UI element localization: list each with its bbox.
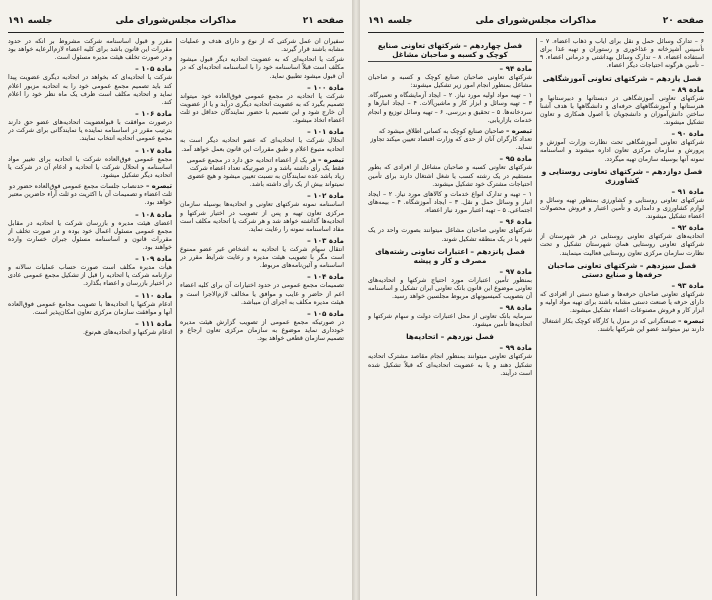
article-text: ادغام شرکتها و اتحادیه‌های هم‌نوع. xyxy=(82,328,172,336)
article-number: مادة ۱۰۸ – xyxy=(135,209,172,219)
article-number: مادة ۹۴ – xyxy=(499,64,532,73)
article-number: مادة ۹۳ – xyxy=(671,280,704,290)
columns xyxy=(368,38,704,596)
article-text: بمنظور تأمین اعتبارات مورد احتیاج شرکتها و اتحادیه‌های تعاونی موضوع این قانون بانک تعاونی ایران تشکیل و اساسنامه آن بتصویب کمیسیونهای مربوط مجلسین خواهد رسید. xyxy=(368,276,532,300)
article-text: در صورتیکه مجمع عمومی از تصویب گزارش هیئت مدیره خودداری نماید موضوع به سازمان مرکزی تعاون ارجاع و تصمیم سازمان قطعی خواهد بود. xyxy=(180,318,344,343)
article-text: شرکتهای تعاونی میتوانند بمنظور انجام مقاصد مشترک اتحادیه تشکیل دهند و یا به عضویت اتحادیه‌ای که قبلاً تشکیل شده است درآیند. xyxy=(368,353,532,377)
article-text: اعضای هیئت مدیره و بازرسان شرکت یا اتحادیه در مقابل مجمع عمومی مسئول اعمال خود بوده و در صورت تخلف از مقررات قانون و اساسنامه مسئول جبران خسارت وارده خواهند بود. xyxy=(8,219,172,251)
article-number: مادة ۹۷ – xyxy=(499,266,532,276)
article-text: شرکتهای تعاونی صاحبان صنایع کوچک و کسبه و صاحبان مشاغل بمنظور انجام امور زیر تشکیل میشوند: xyxy=(368,74,532,90)
article-number: مادة ۱۱۰ – xyxy=(135,290,172,300)
page-number: صفحه ۲۱ xyxy=(302,16,344,26)
chapter-heading: فصل دوازدهم – شرکتهای تعاونی روستایی و کشاورزی xyxy=(541,166,703,185)
article-text: شرکتهای تعاونی آموزشگاهی در دبستانها و دبیرستانها و هنرستانها و آموزشگاههای حرفه‌ای و دانشگاهها با هدف آشنا ساختن دانش‌آموزان و دانشجویان با اصول همکاری و تعاون تشکیل میشوند. xyxy=(540,94,704,127)
body-paragraph: شرکت یا اتحادیه‌ای که به عضویت اتحادیه دیگر قبول میشود مکلف است قبلاً اساسنامه خود را با اساسنامه اتحادیه‌ای که در آن قبول میشود تطبیق نماید. xyxy=(180,56,344,80)
column-right xyxy=(540,38,704,596)
article-text: شرکتهای تعاونی صاحبان حرفه‌ها و صنایع دستی از افرادی که دارای حرفه یا صنعت دستی مشابه باشند برای تهیه مواد اولیه و ابزار کار و فروش مصنوعات اعضاء تشکیل میشوند. xyxy=(540,290,704,314)
article-text: اتحادیه‌های شرکتهای تعاونی روستایی در هر شهرستان از شرکتهای تعاونی روستایی همان شهرستان تشکیل و تحت نظارت سازمان مرکزی تعاون روستایی فعالیت مینمایند. xyxy=(540,233,704,257)
columns xyxy=(8,38,344,596)
note-paragraph xyxy=(8,182,172,207)
article-text: شرکت یا اتحادیه در مجمع عمومی فوق‌العاده خود میتواند تصمیم بگیرد که به عضویت اتحادیه دیگری درآید و یا از عضویت آن خارج شود و این تصمیم با حضور نمایندگان حداقل دو ثلث اعضاء اتخاذ میشود. xyxy=(180,92,344,125)
running-title: مذاکرات مجلس‌شورای ملی xyxy=(475,16,597,26)
body-paragraph: ۱ – تهیه و تدارک انواع خدمات و کالاهای مورد نیاز. ۲ – ایجاد انبار و وسائل حمل و نقل. ۳ – ایجاد آموزشگاه. ۴ – بیمه‌های اجتماعی. ۵ – تهیه اعتبار مورد نیاز اعضاء. xyxy=(368,190,532,215)
body-paragraph: ۱ – تهیه مواد اولیه مورد نیاز. ۲ – ایجاد آزمایشگاه و تعمیرگاه. ۳ – تهیه وسائل و ابزار کار و ماشین‌آلات. ۴ – ایجاد انبارها و سردخانه‌ها. ۵ – تحقیق و بررسی. ۶ – تهیه وسائل توزیع و انجام خدمات بازاریابی. xyxy=(368,92,532,124)
running-title: مذاکرات مجلس‌شورای ملی xyxy=(115,16,237,26)
column-divider xyxy=(176,38,177,596)
article-text: انتقال سهام شرکت یا اتحادیه به اشخاص غیر عضو ممنوع است مگر با تصویب هیئت مدیره و رعایت شرایط مقرر در اساسنامه و آئین‌نامه‌های مربوط. xyxy=(180,245,344,270)
article-number: مادة ۹۸ – xyxy=(499,303,532,313)
note-text: هر یک از اعضاء اتحادیه حق دارد در مجمع عمومی فقط یک رأی داشته باشد و در صورتیکه تعداد اعضاء شرکت زیاد باشد عده نمایندگان به نسبت تعیین میشود و هیچ عضوی نمیتواند بیش از یک رأی داشته باشد. xyxy=(186,156,344,189)
article-number: مادة ۹۶ – xyxy=(499,217,532,227)
chapter-heading: فصل نوزدهم – اتحادیه‌ها xyxy=(406,332,494,342)
article-number: مادة ۹۹ – xyxy=(499,343,532,353)
note-paragraph xyxy=(540,317,704,334)
article-text: مجمع عمومی فوق‌العاده شرکت یا اتحادیه برای تغییر مواد اساسنامه و انحلال شرکت یا اتحادیه و ادغام آن در شرکت یا اتحادیه دیگر تشکیل میشود. xyxy=(8,155,172,179)
article-text: هیأت مدیره مکلف است صورت حساب عملیات سالانه و ترازنامه شرکت یا اتحادیه را قبل از تشکیل مجمع عمومی عادی در اختیار بازرسان و اعضاء بگذارد. xyxy=(8,264,172,288)
article-number: مادة ۹۲ – xyxy=(671,223,704,233)
article-text: شرکتهای تعاونی روستایی و کشاورزی بمنظور تهیه وسائل و لوازم کشاورزی و دامداری و تأمین اعتبار و فروش محصولات اعضاء تشکیل میشوند. xyxy=(540,196,704,221)
article-number: مادة ۱۰۱ – xyxy=(307,127,344,137)
article-number: مادة ۱۰۹ – xyxy=(135,254,172,264)
note-label: تبصره – xyxy=(317,155,344,164)
article-text: ادغام شرکتها یا اتحادیه‌ها با تصویب مجامع عمومی فوق‌العاده آنها و موافقت سازمان مرکزی تعاون امکان‌پذیر است. xyxy=(8,300,172,316)
page-header xyxy=(8,14,344,33)
article-text: شرکت یا اتحادیه‌ای که بخواهد در اتحادیه دیگری عضویت پیدا کند باید تصمیم مجمع عمومی خود را به اتحادیه مزبور اعلام نماید و اتحادیه مکلف است ظرف یک ماه نظر خود را اعلام کند. xyxy=(8,74,172,106)
column-divider xyxy=(536,38,537,596)
article-number: مادة ۱۰۴ – xyxy=(307,272,344,282)
article-text: سرمایه بانک تعاونی از محل اعتبارات دولت و سهام شرکتها و اتحادیه‌ها تأمین میشود. xyxy=(368,313,532,329)
body-paragraph: ۶ – تدارک وسائل حمل و نقل برای ایاب و ذهاب اعضاء. ۷ – تأسیس آشپزخانه و غذاخوری و رستوران و تهیه غذا برای استفاده اعضاء. ۸ – تدارک وسائل بهداشتی و درمانی اعضاء. ۹ – تأمین هرگونه احتیاجات دیگر اعضاء. xyxy=(540,38,704,70)
page-header xyxy=(368,14,704,33)
article-text: شرکتهای تعاونی کسبه و صاحبان مشاغل از افرادی که بطور مستقیم در یک رشته کسب یا شغل اشتغال دارند برای تأمین احتیاجات مشترک خود تشکیل میشوند. xyxy=(368,164,532,188)
article-text: تصمیمات مجمع عمومی در حدود اختیارات آن برای کلیه اعضاء اعم از حاضر و غایب و موافق یا مخالف لازم‌الاجرا است و هیئت مدیره مکلف به اجرای آن میباشد. xyxy=(180,282,344,306)
body-paragraph: مقرر و قبول اساسنامه شرکت مشروط بر آنکه در حدود مقررات این قانون باشد برای کلیه اعضاء لازم‌الرعایه خواهد بود و در صورت تخلف هیئت مدیره مسئول است. xyxy=(8,38,172,62)
note-text: حدنصاب جلسات مجمع عمومی فوق‌العاده حضور دو ثلث اعضاء و تصمیمات آن با اکثریت دو ثلث آراء حاضرین معتبر خواهد بود. xyxy=(8,183,172,207)
note-text: صاحبان صنایع کوچک به کسانی اطلاق میشود که تعداد کارگران آنان از حدی که وزارت اقتصاد تعیین میکند تجاوز ننماید. xyxy=(370,127,532,152)
article-number: مادة ۱۰۶ – xyxy=(135,109,172,119)
page-20 xyxy=(360,0,712,600)
column-left xyxy=(368,38,532,596)
column-right xyxy=(180,38,344,596)
chapter-heading: فصل سیزدهم – شرکتهای تعاونی صاحبان حرفه‌ها و صنایع دستی xyxy=(547,260,697,279)
note-label: تبصره – xyxy=(145,182,172,191)
page-21 xyxy=(0,0,352,600)
note-paragraph xyxy=(368,127,532,152)
article-number: مادة ۹۵ – xyxy=(499,154,532,164)
article-text: اساسنامه نمونه شرکتهای تعاونی و اتحادیه‌ها بوسیله سازمان مرکزی تعاون تهیه و پس از تصویب در اختیار شرکتها و اتحادیه‌ها گذاشته خواهد شد و هر شرکت یا اتحادیه مکلف است مفاد اساسنامه نمونه را رعایت نماید. xyxy=(180,201,344,233)
article-number: مادة ۱۰۳ – xyxy=(307,235,344,245)
article-text: درصورت موافقت با قبولعضویت اتحادیه‌های عضو حق دارند بترتیب مقرر در اساسنامه نماینده یا نمایندگانی برای شرکت در مجمع عمومی اتحادیه انتخاب نمایند. xyxy=(8,119,172,143)
article-text: انحلال شرکت یا اتحادیه‌ای که عضو اتحادیه دیگر است به اتحادیه متبوع اعلام و طبق مقررات این قانون بعمل خواهد آمد. xyxy=(180,137,344,153)
column-left xyxy=(8,38,172,596)
note-text: صنعتگرانی که در منزل یا کارگاه کوچک بکار اشتغال دارند نیز میتوانند عضو این شرکتها باشند. xyxy=(542,318,704,334)
body-paragraph: سفیران آن عمل شرکتی که از نوع و دارای هدف و عملیات مشابه باشند قرار گیرند. xyxy=(180,38,344,54)
article-number: مادة ۹۰ – xyxy=(671,129,704,139)
article-number: مادة ۱۰۰ – xyxy=(307,82,344,92)
note-paragraph xyxy=(180,156,344,190)
article-number: مادة ۱۰۲ – xyxy=(307,191,344,201)
article-number: مادة ۹۱ – xyxy=(671,186,704,196)
book-gutter xyxy=(352,0,360,600)
session-number: جلسه ۱۹۱ xyxy=(8,16,53,26)
article-text: شرکتهای تعاونی صاحبان مشاغل میتوانند بصورت واحد در یک شهر یا در یک منطقه تشکیل شوند. xyxy=(368,227,532,243)
article-number: مادة ۱۰۵ – xyxy=(135,64,172,74)
note-label: تبصره – xyxy=(505,126,532,135)
session-number: جلسه ۱۹۱ xyxy=(368,16,413,26)
page-number: صفحه ۲۰ xyxy=(662,16,704,26)
chapter-heading: فصل پانزدهم – اعتبارات تعاونی رشته‌های مصرف و کار و پیشه xyxy=(375,246,525,265)
chapter-heading: فصل چهاردهم – شرکتهای تعاونی صنایع کوچک و کسبه و صاحبان مشاغل xyxy=(368,41,532,62)
article-number: مادة ۱۰۷ – xyxy=(135,145,172,155)
note-label: تبصره – xyxy=(677,317,704,326)
article-number: مادة ۱۱۱ – xyxy=(135,318,172,328)
chapter-heading: فصل یازدهم – شرکتهای تعاونی آموزشگاهی xyxy=(542,73,702,83)
article-number: مادة ۱۰۵ – xyxy=(307,308,344,318)
article-text: شرکتهای تعاونی آموزشگاهی تحت نظارت وزارت آموزش و پرورش و سازمان مرکزی تعاون اداره میشوند و اساسنامه نمونه آنها بوسیله سازمان تهیه میگردد. xyxy=(540,139,704,163)
article-number: مادة ۸۹ – xyxy=(671,84,704,94)
